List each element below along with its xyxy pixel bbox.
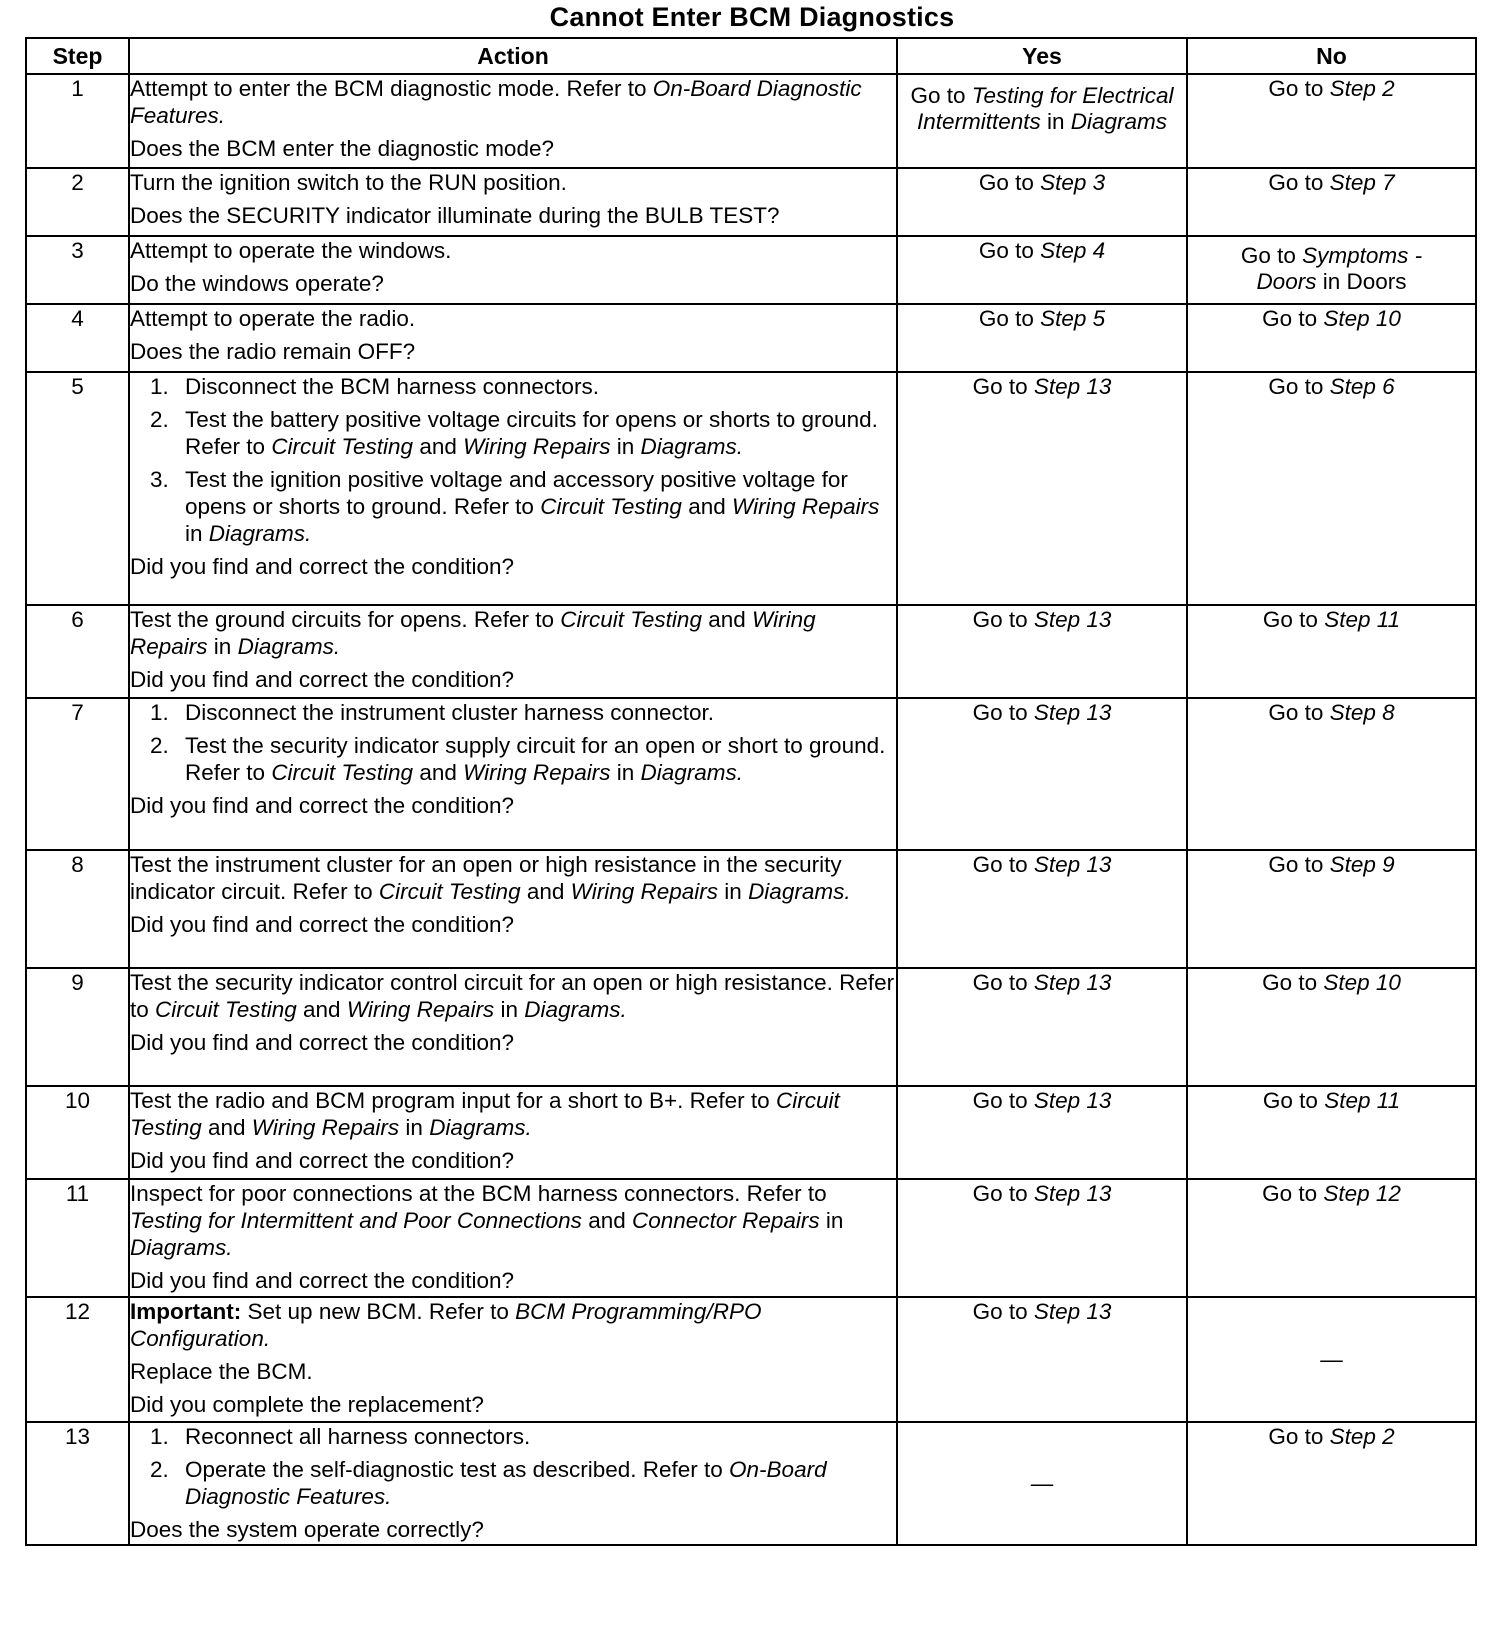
yes-cell: Go to Step 13	[897, 1086, 1187, 1179]
action-text: Attempt to operate the windows.	[130, 238, 452, 263]
yes-cell: Go to Step 13	[897, 850, 1187, 968]
action-question: Did you find and correct the condition?	[130, 793, 514, 818]
no-cell: Go to Step 2	[1187, 1422, 1476, 1545]
table-row	[26, 1179, 1476, 1297]
action-text: Test the radio and BCM program input for a short to B+. Refer to Circuit Testing and Wiring Repairs in Diagrams.	[130, 1088, 840, 1140]
action-cell	[129, 372, 897, 605]
column-header-no: No	[1187, 38, 1476, 74]
substep: 2. Test the battery positive voltage circuits for opens or shorts to ground. Refer to Circuit Testing and Wiring Repairs in Diagrams.	[150, 407, 878, 459]
yes-cell: Go to Testing for Electrical Intermittents in Diagrams	[897, 74, 1187, 168]
no-cell: Go to Step 10	[1187, 968, 1476, 1086]
yes-cell: Go to Step 3	[897, 168, 1187, 236]
action-text: Important: Set up new BCM. Refer to BCM Programming/RPO Configuration.	[130, 1299, 762, 1351]
action-text: Test the ground circuits for opens. Refer to Circuit Testing and Wiring Repairs in Diagrams.	[130, 607, 816, 659]
table-row	[26, 372, 1476, 605]
table-row	[26, 1422, 1476, 1545]
step-number: 10	[26, 1086, 129, 1179]
step-number: 2	[26, 168, 129, 236]
action-cell	[129, 1422, 897, 1545]
table-row	[26, 236, 1476, 304]
action-question: Did you complete the replacement?	[130, 1392, 484, 1417]
page-title: Cannot Enter BCM Diagnostics	[549, 2, 955, 32]
no-cell: Go to Step 7	[1187, 168, 1476, 236]
table-row	[26, 1297, 1476, 1422]
column-header-yes: Yes	[897, 38, 1187, 74]
action-cell	[129, 236, 897, 304]
substep: 2. Test the security indicator supply circuit for an open or short to ground. Refer to Circuit Testing and Wiring Repairs in Diagrams.	[150, 733, 886, 785]
table-header-row	[26, 38, 1476, 74]
substep: 3. Test the ignition positive voltage and accessory positive voltage for opens or shorts to ground. Refer to Circuit Testing and Wiring Repairs in Diagrams.	[150, 467, 880, 546]
action-question: Did you find and correct the condition?	[130, 1268, 514, 1293]
yes-cell: Go to Step 13	[897, 1297, 1187, 1422]
action-text: Turn the ignition switch to the RUN position.	[130, 170, 567, 195]
column-header-step: Step	[26, 38, 129, 74]
action-cell	[129, 1297, 897, 1422]
action-question: Do the windows operate?	[130, 271, 384, 296]
dash: —	[1030, 1471, 1054, 1496]
no-cell: Go to Symptoms - Doors in Doors	[1187, 236, 1476, 304]
action-question: Did you find and correct the condition?	[130, 554, 514, 579]
substep: 1. Reconnect all harness connectors.	[150, 1424, 531, 1449]
action-question: Does the BCM enter the diagnostic mode?	[130, 136, 554, 161]
no-cell: Go to Step 8	[1187, 698, 1476, 850]
action-text: Attempt to enter the BCM diagnostic mode. Refer to On-Board Diagnostic Features.	[130, 76, 862, 128]
table-row	[26, 1086, 1476, 1179]
action-cell	[129, 968, 897, 1086]
step-number: 6	[26, 605, 129, 698]
substep: 2. Operate the self-diagnostic test as described. Refer to On-Board Diagnostic Features.	[150, 1457, 827, 1509]
action-text: Inspect for poor connections at the BCM harness connectors. Refer to Testing for Intermittent and Poor Connections and Connector Repairs in Diagrams.	[130, 1181, 844, 1260]
no-cell	[1187, 1297, 1476, 1422]
action-cell	[129, 850, 897, 968]
step-number: 11	[26, 1179, 129, 1297]
substep: 1. Disconnect the instrument cluster harness connector.	[150, 700, 715, 725]
table-row	[26, 168, 1476, 236]
step-number: 9	[26, 968, 129, 1086]
step-number: 3	[26, 236, 129, 304]
action-question: Does the SECURITY indicator illuminate during the BULB TEST?	[130, 203, 780, 228]
step-number: 8	[26, 850, 129, 968]
step-number: 1	[26, 74, 129, 168]
action-question: Did you find and correct the condition?	[130, 667, 514, 692]
yes-cell: Go to Step 13	[897, 372, 1187, 605]
action-question: Did you find and correct the condition?	[130, 1030, 514, 1055]
action-cell	[129, 168, 897, 236]
no-cell: Go to Step 10	[1187, 304, 1476, 372]
yes-cell: Go to Step 13	[897, 698, 1187, 850]
no-cell: Go to Step 12	[1187, 1179, 1476, 1297]
no-cell: Go to Step 2	[1187, 74, 1476, 168]
action-text: Attempt to operate the radio.	[130, 306, 416, 331]
action-question: Does the radio remain OFF?	[130, 339, 416, 364]
table-row	[26, 74, 1476, 168]
table-row	[26, 605, 1476, 698]
action-text: Replace the BCM.	[130, 1359, 313, 1384]
no-cell: Go to Step 9	[1187, 850, 1476, 968]
substep: 1. Disconnect the BCM harness connectors.	[150, 374, 599, 399]
table-row	[26, 850, 1476, 968]
diagnostic-table	[25, 37, 1477, 1546]
table-row	[26, 304, 1476, 372]
action-question: Did you find and correct the condition?	[130, 912, 514, 937]
yes-cell	[897, 1422, 1187, 1545]
substep-list	[130, 1423, 896, 1510]
action-cell	[129, 304, 897, 372]
step-number: 4	[26, 304, 129, 372]
action-text: Test the instrument cluster for an open or high resistance in the security indicator circuit. Refer to Circuit Testing and Wiring Repairs in Diagrams.	[130, 852, 851, 904]
action-question: Did you find and correct the condition?	[130, 1148, 514, 1173]
yes-cell: Go to Step 13	[897, 605, 1187, 698]
table-row	[26, 968, 1476, 1086]
no-cell: Go to Step 6	[1187, 372, 1476, 605]
no-cell: Go to Step 11	[1187, 605, 1476, 698]
step-number: 13	[26, 1422, 129, 1545]
action-question: Does the system operate correctly?	[130, 1517, 484, 1542]
action-cell	[129, 1086, 897, 1179]
table-row	[26, 698, 1476, 850]
step-number: 12	[26, 1297, 129, 1422]
action-text: Test the security indicator control circuit for an open or high resistance. Refer to Circuit Testing and Wiring Repairs in Diagrams.	[130, 970, 895, 1022]
yes-cell: Go to Step 13	[897, 968, 1187, 1086]
dash: —	[1320, 1347, 1343, 1372]
substep-list	[130, 699, 896, 786]
yes-cell: Go to Step 13	[897, 1179, 1187, 1297]
action-cell	[129, 605, 897, 698]
yes-cell: Go to Step 5	[897, 304, 1187, 372]
action-cell	[129, 698, 897, 850]
column-header-action: Action	[129, 38, 897, 74]
substep-list	[130, 373, 896, 547]
step-number: 5	[26, 372, 129, 605]
step-number: 7	[26, 698, 129, 850]
no-cell: Go to Step 11	[1187, 1086, 1476, 1179]
yes-cell: Go to Step 4	[897, 236, 1187, 304]
action-cell	[129, 1179, 897, 1297]
action-cell	[129, 74, 897, 168]
